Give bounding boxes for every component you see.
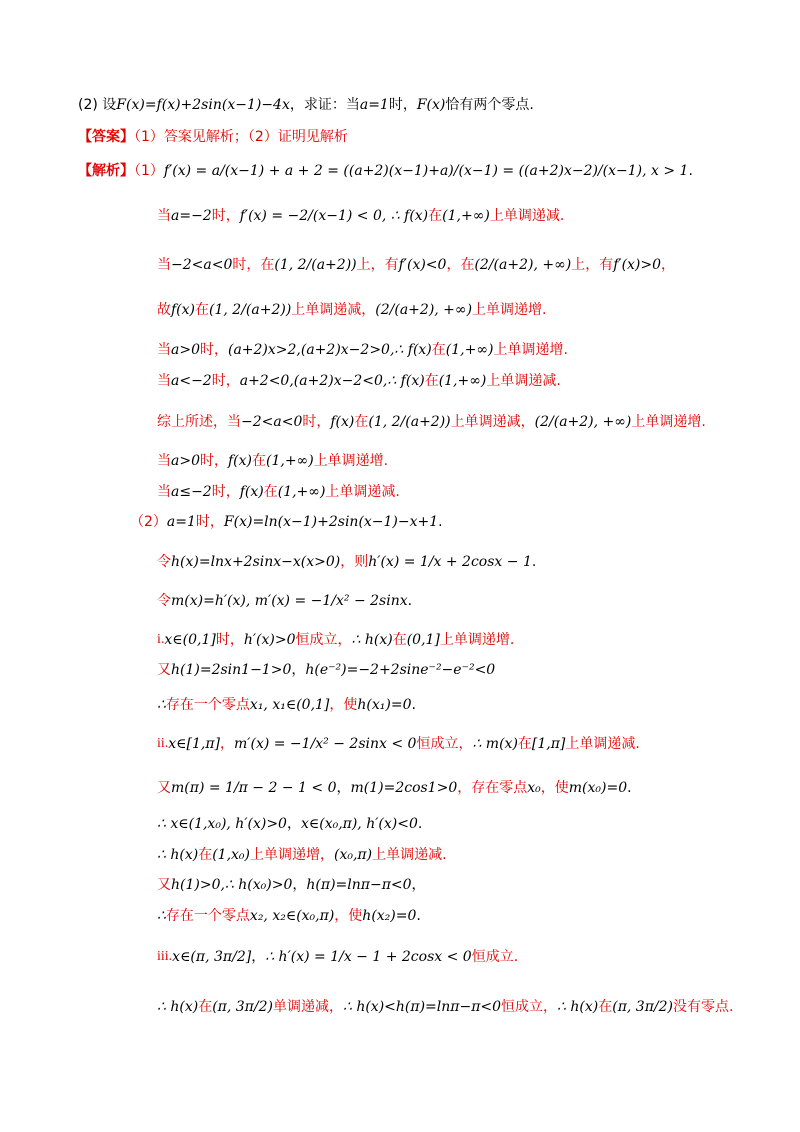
text-segment: 上单调递增. [439, 632, 515, 648]
text-segment: 在 [263, 484, 278, 500]
text-segment: 时， [215, 632, 244, 648]
text-segment: 时， [302, 414, 331, 430]
text-segment: ， [251, 949, 266, 965]
text-segment: f(x) [330, 414, 355, 430]
text-segment: . [407, 593, 413, 609]
text-line [157, 209, 564, 223]
text-segment: 令 [157, 593, 171, 609]
text-segment: i. [157, 632, 165, 647]
text-line [78, 130, 348, 144]
text-segment: 上单调递增. [493, 342, 568, 358]
text-line [130, 515, 443, 529]
text-segment: 上单调递减. [565, 736, 640, 752]
text-segment: a<−2 [171, 373, 212, 389]
text-segment: 上单调递减， [291, 302, 376, 318]
text-segment: a=1 [166, 514, 196, 530]
text-segment: . [416, 908, 421, 924]
text-segment: (1, 2/(a+2)) [274, 257, 357, 273]
text-segment: 上单调递增. [631, 414, 706, 430]
text-line [157, 633, 514, 647]
text-line [78, 98, 534, 112]
text-segment: F(x)=ln(x−1)+2sin(x−1)−x+1 [223, 514, 439, 530]
text-segment: ii. [157, 736, 169, 751]
text-segment: ∴ x∈(1,x₀), h′(x)>0 [157, 816, 287, 832]
text-segment: 在 [392, 632, 407, 648]
text-segment: (1, 2/(a+2)) [209, 302, 292, 318]
text-segment: h(1)>0,∴ h(x₀)>0 [171, 877, 293, 893]
text-segment: f′(x) = a/(x−1) + a + 2 = ((a+2)(x−1)+a)/(x−1) = ((a+2)x−2)/(x−1), x > 1 [163, 163, 689, 179]
text-segment: 在 [195, 302, 210, 318]
text-segment: . [411, 697, 416, 713]
text-segment: . [531, 554, 537, 570]
text-segment: (π, 3π/2) [212, 999, 273, 1015]
text-segment: m(x)=h′(x), m′(x) = −1/x² − 2sinx [171, 593, 408, 609]
text-segment: 【答案】 [78, 129, 134, 145]
text-segment: ∴ h(x)<h(π)=lnπ−π<0 [342, 999, 502, 1015]
text-segment: x₀ [527, 780, 541, 796]
text-segment: −2<a<0 [241, 414, 303, 430]
text-segment: 恒成立， [501, 999, 558, 1015]
text-segment: 在 [428, 208, 443, 224]
text-segment: ∴ h(x) [351, 632, 393, 648]
text-segment: (a+2)x>2,(a+2)x−2>0,∴ f(x) [227, 342, 432, 358]
text-segment: 当 [157, 257, 171, 273]
text-segment: −2<a<0 [171, 257, 233, 273]
text-line [157, 817, 422, 831]
text-line [157, 909, 421, 923]
text-segment: 在 [198, 999, 213, 1015]
text-segment: 上单调递减. [372, 847, 447, 863]
text-segment: ∴ [157, 697, 166, 713]
text-segment: (π, 3π/2) [612, 999, 673, 1015]
text-segment: h(π)=lnπ−π<0 [306, 877, 412, 893]
text-segment: 恒成立. [471, 949, 519, 965]
text-segment: ∴ h(x) [157, 847, 199, 863]
text-segment: F(x) [416, 97, 446, 113]
text-segment: x∈(x₀,π), h′(x)<0 [300, 816, 418, 832]
text-segment: 上单调递增. [472, 302, 547, 318]
text-segment: a>0 [171, 453, 200, 469]
text-segment: (1,+∞) [277, 484, 326, 500]
text-segment: [1,π] [531, 736, 566, 752]
text-segment: f(x) [171, 302, 196, 318]
text-segment: （2） [130, 514, 167, 530]
text-segment: (1,+∞) [438, 373, 487, 389]
text-segment: (1,x₀) [212, 847, 250, 863]
text-segment: 当 [157, 373, 171, 389]
text-segment: 在 [252, 453, 266, 469]
text-segment: . [688, 163, 693, 179]
text-segment: 令 [157, 554, 171, 570]
text-segment: ，在 [446, 257, 475, 273]
text-segment: f′(x) = −2/(x−1) < 0, ∴ f(x) [239, 208, 429, 224]
text-segment: 存在一个零点 [165, 697, 250, 713]
text-line [157, 594, 412, 608]
text-line [157, 555, 536, 569]
text-segment: ， [220, 736, 235, 752]
text-line [157, 848, 447, 862]
text-segment: 恰有两个零点. [445, 97, 534, 113]
text-line [157, 454, 388, 468]
text-line [157, 781, 632, 795]
text-segment: (x₀,π) [334, 847, 373, 863]
text-segment: 在 [354, 414, 369, 430]
text-segment: 上单调递减. [489, 208, 565, 224]
text-segment: (2) 设 [78, 97, 117, 113]
text-segment: 在 [424, 373, 439, 389]
text-segment: 又 [157, 662, 171, 678]
text-segment: 上单调递减. [325, 484, 400, 500]
text-segment: ， [286, 816, 301, 832]
text-segment: ，使 [334, 908, 363, 924]
text-segment: ∴ m(x) [472, 736, 518, 752]
text-segment: ，使 [329, 697, 358, 713]
text-segment: (1,+∞) [266, 453, 314, 469]
text-line [157, 374, 561, 388]
text-segment: 时， [211, 484, 240, 500]
text-segment: h(e⁻²)=−2+2sine⁻²−e⁻²<0 [305, 662, 496, 678]
text-segment: h(x₁)=0 [357, 697, 412, 713]
text-segment: h′(x) = 1/x + 2cosx − 1 [368, 554, 532, 570]
text-segment: x∈[1,π] [168, 736, 221, 752]
text-segment: 上，有 [571, 257, 614, 273]
text-segment: ， [411, 877, 426, 893]
text-segment: ∴ h′(x) = 1/x − 1 + 2cosx < 0 [265, 949, 472, 965]
text-segment: 时， [195, 514, 224, 530]
text-segment: f(x) [239, 484, 264, 500]
text-segment: 当 [157, 484, 171, 500]
text-segment: F(x)=f(x)+2sin(x−1)−4x [116, 97, 290, 113]
text-segment: 恒成立， [416, 736, 473, 752]
text-segment: 没有零点. [673, 999, 734, 1015]
text-segment: m(1)=2cos1>0 [350, 780, 458, 796]
text-segment: ∴ h(x) [157, 999, 199, 1015]
text-segment: 上单调递增， [250, 847, 334, 863]
text-segment: x₁, x₁∈(0,1] [249, 697, 330, 713]
text-segment: 上，有 [356, 257, 399, 273]
text-segment: x∈(π, 3π/2] [172, 949, 252, 965]
text-line [157, 303, 546, 317]
text-segment: 时， [211, 373, 240, 389]
text-segment: 时，在 [232, 257, 275, 273]
text-segment: m(x₀)=0 [568, 780, 628, 796]
text-segment: h(x)=lnx+2sinx−x(x>0) [171, 554, 341, 570]
text-segment: (1, 2/(a+2)) [368, 414, 451, 430]
text-segment: 上单调递减， [450, 414, 535, 430]
text-segment: ∴ [157, 908, 166, 924]
text-segment: m′(x) = −1/x² − 2sinx < 0 [234, 736, 417, 752]
text-segment: 上单调递增. [313, 453, 389, 469]
text-segment: 故 [157, 302, 171, 318]
text-segment: iii. [157, 949, 173, 964]
text-segment: f′(x)>0 [613, 257, 662, 273]
text-segment: 又 [157, 780, 171, 796]
text-segment: ， [661, 257, 676, 273]
text-segment: a≤−2 [171, 484, 212, 500]
text-line [78, 164, 693, 178]
text-line [157, 485, 400, 499]
text-segment: a=−2 [171, 208, 212, 224]
text-line [157, 1000, 733, 1014]
text-segment: ，则 [340, 554, 369, 570]
text-segment: 又 [157, 877, 171, 893]
text-segment: (0,1] [406, 632, 440, 648]
text-segment: h(1)=2sin1−1>0 [171, 662, 292, 678]
text-segment: (2/(a+2), +∞) [534, 414, 632, 430]
text-line [157, 663, 495, 677]
text-segment: 当 [157, 453, 171, 469]
text-segment: (1,+∞) [442, 208, 490, 224]
text-segment: ， [291, 662, 306, 678]
text-segment: . [417, 816, 423, 832]
text-segment: 上单调递减. [486, 373, 561, 389]
text-segment: 在 [431, 342, 446, 358]
text-segment: f(x) [227, 453, 252, 469]
text-segment: 时， [199, 342, 228, 358]
text-segment: a=1 [359, 97, 389, 113]
text-line [157, 343, 568, 357]
text-line [157, 878, 426, 892]
text-segment: 当 [157, 208, 171, 224]
text-segment: a>0 [171, 342, 200, 358]
text-segment: a+2<0,(a+2)x−2<0,∴ f(x) [239, 373, 425, 389]
text-line [157, 698, 416, 712]
text-segment: 时， [388, 97, 417, 113]
text-segment: f′(x)<0 [398, 257, 447, 273]
text-segment: h(x₂)=0 [362, 908, 417, 924]
text-segment: 时， [199, 453, 228, 469]
text-line [157, 415, 706, 429]
text-segment: 在 [598, 999, 613, 1015]
text-segment: 时， [211, 208, 240, 224]
text-segment: . [438, 514, 443, 530]
text-segment: ，求证：当 [289, 97, 360, 113]
text-segment: ∴ h(x) [557, 999, 599, 1015]
text-segment: (2/(a+2), +∞) [474, 257, 572, 273]
text-segment: 存在一个零点 [165, 908, 250, 924]
text-segment: ， [292, 877, 307, 893]
text-line [157, 950, 518, 964]
text-segment: ，使 [540, 780, 569, 796]
text-segment: 恒成立， [295, 632, 352, 648]
text-segment: ， [336, 780, 351, 796]
text-segment: ，存在零点 [457, 780, 528, 796]
text-line [157, 258, 675, 272]
text-segment: h′(x)>0 [243, 632, 296, 648]
text-segment: （1）答案见解析；（2）证明见解析 [134, 129, 348, 145]
text-segment: x₂, x₂∈(x₀,π) [249, 908, 335, 924]
text-segment: 当 [157, 342, 171, 358]
text-segment: m(π) = 1/π − 2 − 1 < 0 [171, 780, 337, 796]
text-line [157, 737, 640, 751]
text-segment: （1） [134, 163, 164, 179]
text-segment: . [627, 780, 632, 796]
text-segment: 在 [198, 847, 213, 863]
text-segment: x∈(0,1] [164, 632, 216, 648]
text-segment: 【解析】 [78, 163, 134, 179]
text-segment: 综上所述，当 [157, 414, 241, 430]
text-segment: (1,+∞) [445, 342, 494, 358]
text-segment: (2/(a+2), +∞) [375, 302, 473, 318]
text-segment: 在 [517, 736, 532, 752]
text-segment: 单调递减， [272, 999, 343, 1015]
